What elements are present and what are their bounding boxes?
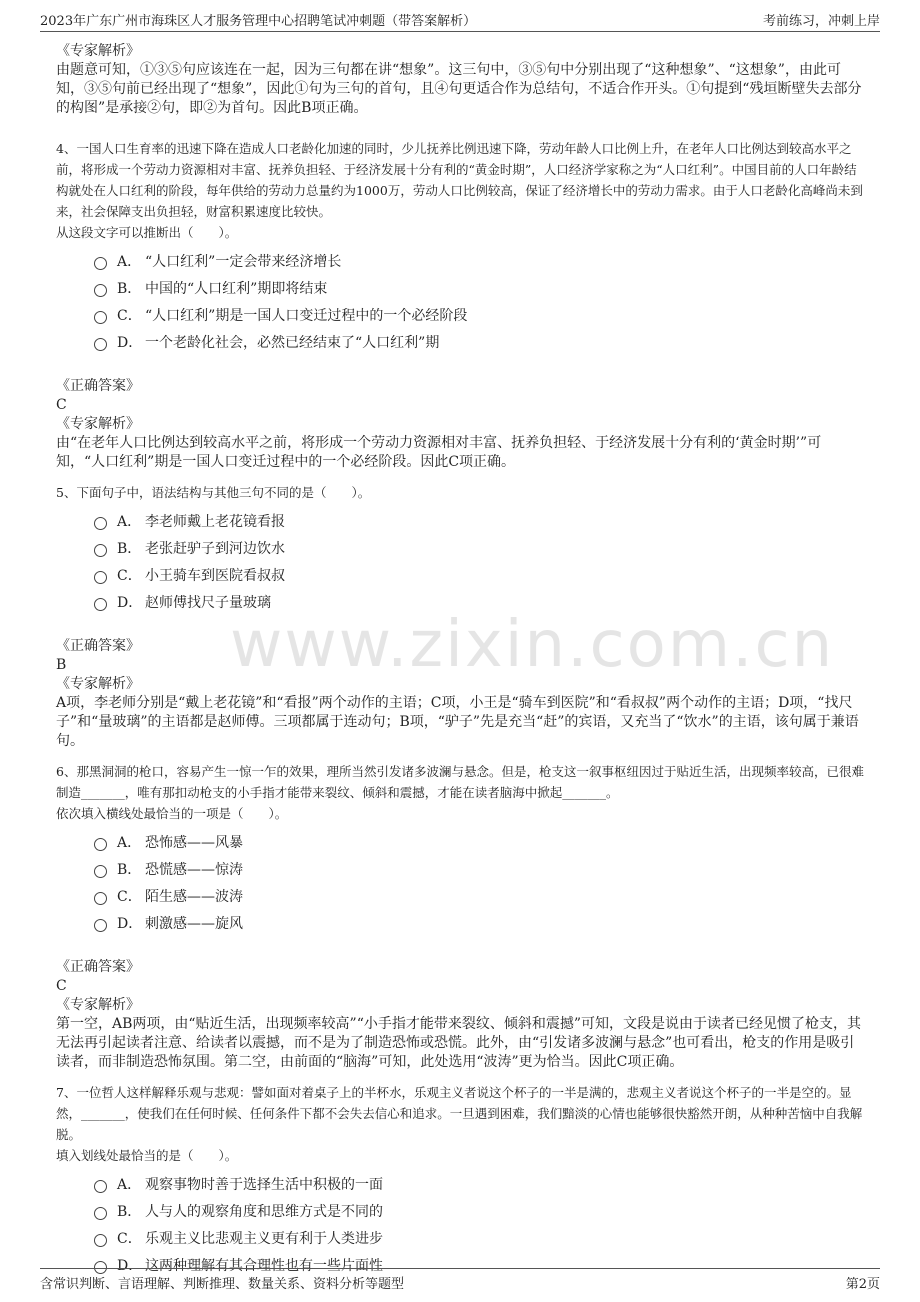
answer-value: B	[56, 657, 67, 673]
question-4	[56, 138, 866, 472]
question-5	[56, 482, 866, 751]
option-a[interactable]: A． “人口红利”一定会带来经济增长	[94, 247, 866, 274]
option-b[interactable]: B． 中国的“人口红利”期即将结束	[94, 274, 866, 301]
header-divider	[40, 31, 880, 32]
analysis-text: 由题意可知，①③⑤句应该连在一起，因为三句都在讲“想象”。这三句中，③⑤句中分别出现了“这种想象”、“这想象”，由此可知，③⑤句前已经出现了“想象”，因此①句为三句的首句，且④句更适合作为总结句，不适合作开头。①句提到“残垣断壁失去部分的构图”是承接②句，即②为首句。因此B项正确。	[56, 62, 862, 116]
question-7	[56, 1082, 866, 1278]
radio-icon[interactable]	[94, 284, 107, 297]
radio-icon[interactable]	[94, 1180, 107, 1193]
radio-icon[interactable]	[94, 892, 107, 905]
radio-icon[interactable]	[94, 598, 107, 611]
question-stem: 7、一位哲人这样解释乐观与悲观：譬如面对着桌子上的半杯水，乐观主义者说这个杯子的一半是满的，悲观主义者说这个杯子的一半是空的。显然，_______，使我们在任何时候、任何条件下都不会失去信心和追求。一旦遇到困难，我们黯淡的心情也能够很快豁然开朗，从种种苦恼中自我解脱。	[56, 1085, 863, 1142]
question-prompt: 依次填入横线处最恰当的一项是（ ）。	[56, 806, 288, 821]
document-title: 2023年广东广州市海珠区人才服务管理中心招聘笔试冲刺题（带答案解析）	[40, 13, 477, 29]
option-c[interactable]: C． 乐观主义比悲观主义更有利于人类进步	[94, 1224, 866, 1251]
radio-icon[interactable]	[94, 311, 107, 324]
footer-subjects: 含常识判断、言语理解、判断推理、数量关系、资料分析等题型	[40, 1276, 405, 1292]
radio-icon[interactable]	[94, 838, 107, 851]
prev-analysis-block	[56, 42, 866, 118]
option-d[interactable]: D． 一个老龄化社会，必然已经结束了“人口红利”期	[94, 328, 866, 355]
option-list	[94, 1170, 866, 1278]
radio-icon[interactable]	[94, 544, 107, 557]
option-c[interactable]: C． “人口红利”期是一国人口变迁过程中的一个必经阶段	[94, 301, 866, 328]
question-prompt: 从这段文字可以推断出（ ）。	[56, 225, 238, 240]
radio-icon[interactable]	[94, 338, 107, 351]
answer-label: 《正确答案》	[56, 378, 140, 394]
answer-value: C	[56, 397, 67, 413]
option-d[interactable]: D． 刺激感——旋风	[94, 909, 866, 936]
option-b[interactable]: B． 人与人的观察角度和思维方式是不同的	[94, 1197, 866, 1224]
question-stem: 5、下面句子中，语法结构与其他三句不同的是（ ）。	[56, 485, 371, 500]
option-a[interactable]: A． 观察事物时善于选择生活中积极的一面	[94, 1170, 866, 1197]
answer-value: C	[56, 978, 67, 994]
analysis-label: 《专家解析》	[56, 416, 140, 432]
analysis-label: 《专家解析》	[56, 43, 140, 59]
page-content	[56, 42, 866, 1278]
answer-label: 《正确答案》	[56, 959, 140, 975]
question-6	[56, 761, 866, 1072]
radio-icon[interactable]	[94, 517, 107, 530]
question-stem: 6、那黑洞洞的枪口，容易产生一惊一乍的效果，理所当然引发诸多波澜与悬念。但是，枪支这一叙事枢纽因过于贴近生活，出现频率较高，已很难制造_______，唯有那扣动枪支的小手指才能带来裂纹、倾斜和震撼，才能在读者脑海中掀起_______。	[56, 764, 864, 800]
header-slogan: 考前练习，冲刺上岸	[762, 13, 880, 29]
analysis-text: 由“在老年人口比例达到较高水平之前，将形成一个劳动力资源相对丰富、抚养负担轻、于经济发展十分有利的‘黄金时期’”可知，“人口红利”期是一国人口变迁过程中的一个必经阶段。因此C项正确。	[56, 435, 822, 470]
question-prompt: 填入划线处最恰当的是（ ）。	[56, 1148, 238, 1163]
option-b[interactable]: B． 恐慌感——惊涛	[94, 855, 866, 882]
answer-label: 《正确答案》	[56, 638, 140, 654]
footer-divider	[40, 1268, 880, 1269]
question-stem: 4、一国人口生育率的迅速下降在造成人口老龄化加速的同时，少儿抚养比例迅速下降，劳动年龄人口比例上升，在老年人口比例达到较高水平之前，将形成一个劳动力资源相对丰富、抚养负担轻、于经济发展十分有利的“黄金时期”，人口经济学家称之为“人口红利”。中国目前的人口年龄结构就处在人口红利的阶段，每年供给的劳动力总量约为1000万，劳动人口比例较高，保证了经济增长中的劳动力需求。由于人口老龄化高峰尚未到来，社会保障支出负担轻，财富积累速度比较快。	[56, 141, 863, 219]
page-header	[40, 8, 880, 30]
analysis-label: 《专家解析》	[56, 997, 140, 1013]
option-list	[94, 828, 866, 936]
radio-icon[interactable]	[94, 1207, 107, 1220]
radio-icon[interactable]	[94, 919, 107, 932]
analysis-label: 《专家解析》	[56, 676, 140, 692]
option-c[interactable]: C． 陌生感——波涛	[94, 882, 866, 909]
option-a[interactable]: A． 恐怖感——风暴	[94, 828, 866, 855]
option-c[interactable]: C． 小王骑车到医院看叔叔	[94, 561, 866, 588]
analysis-text: A项，李老师分别是“戴上老花镜”和“看报”两个动作的主语；C项，小王是“骑车到医院”和“看叔叔”两个动作的主语；D项，“找尺子”和“量玻璃”的主语都是赵师傅。三项都属于连动句；B项，“驴子”先是充当“赶”的宾语，又充当了“饮水”的主语，该句属于兼语句。	[56, 695, 859, 749]
radio-icon[interactable]	[94, 257, 107, 270]
option-a[interactable]: A． 李老师戴上老花镜看报	[94, 507, 866, 534]
page-number: 第2页	[845, 1276, 880, 1292]
option-d[interactable]: D． 这两种理解有其合理性也有一些片面性	[94, 1251, 866, 1278]
option-d[interactable]: D． 赵师傅找尺子量玻璃	[94, 588, 866, 615]
radio-icon[interactable]	[94, 571, 107, 584]
radio-icon[interactable]	[94, 1234, 107, 1247]
watermark: www.zixin.com.cn	[230, 608, 835, 682]
analysis-text: 第一空，AB两项，由“贴近生活，出现频率较高”“小手指才能带来裂纹、倾斜和震撼”可知，文段是说由于读者已经见惯了枪支，其无法再引起读者注意、给读者以震撼，而不是为了制造恐怖或恐慌。此外，由“引发诸多波澜与悬念”也可看出，枪支的作用是吸引读者，而非制造恐怖氛围。第二空，由前面的“脑海”可知，此处选用“波涛”更为恰当。因此C项正确。	[56, 1016, 862, 1070]
option-list	[94, 247, 866, 355]
option-b[interactable]: B． 老张赶驴子到河边饮水	[94, 534, 866, 561]
radio-icon[interactable]	[94, 865, 107, 878]
option-list	[94, 507, 866, 615]
page-footer	[40, 1272, 880, 1292]
